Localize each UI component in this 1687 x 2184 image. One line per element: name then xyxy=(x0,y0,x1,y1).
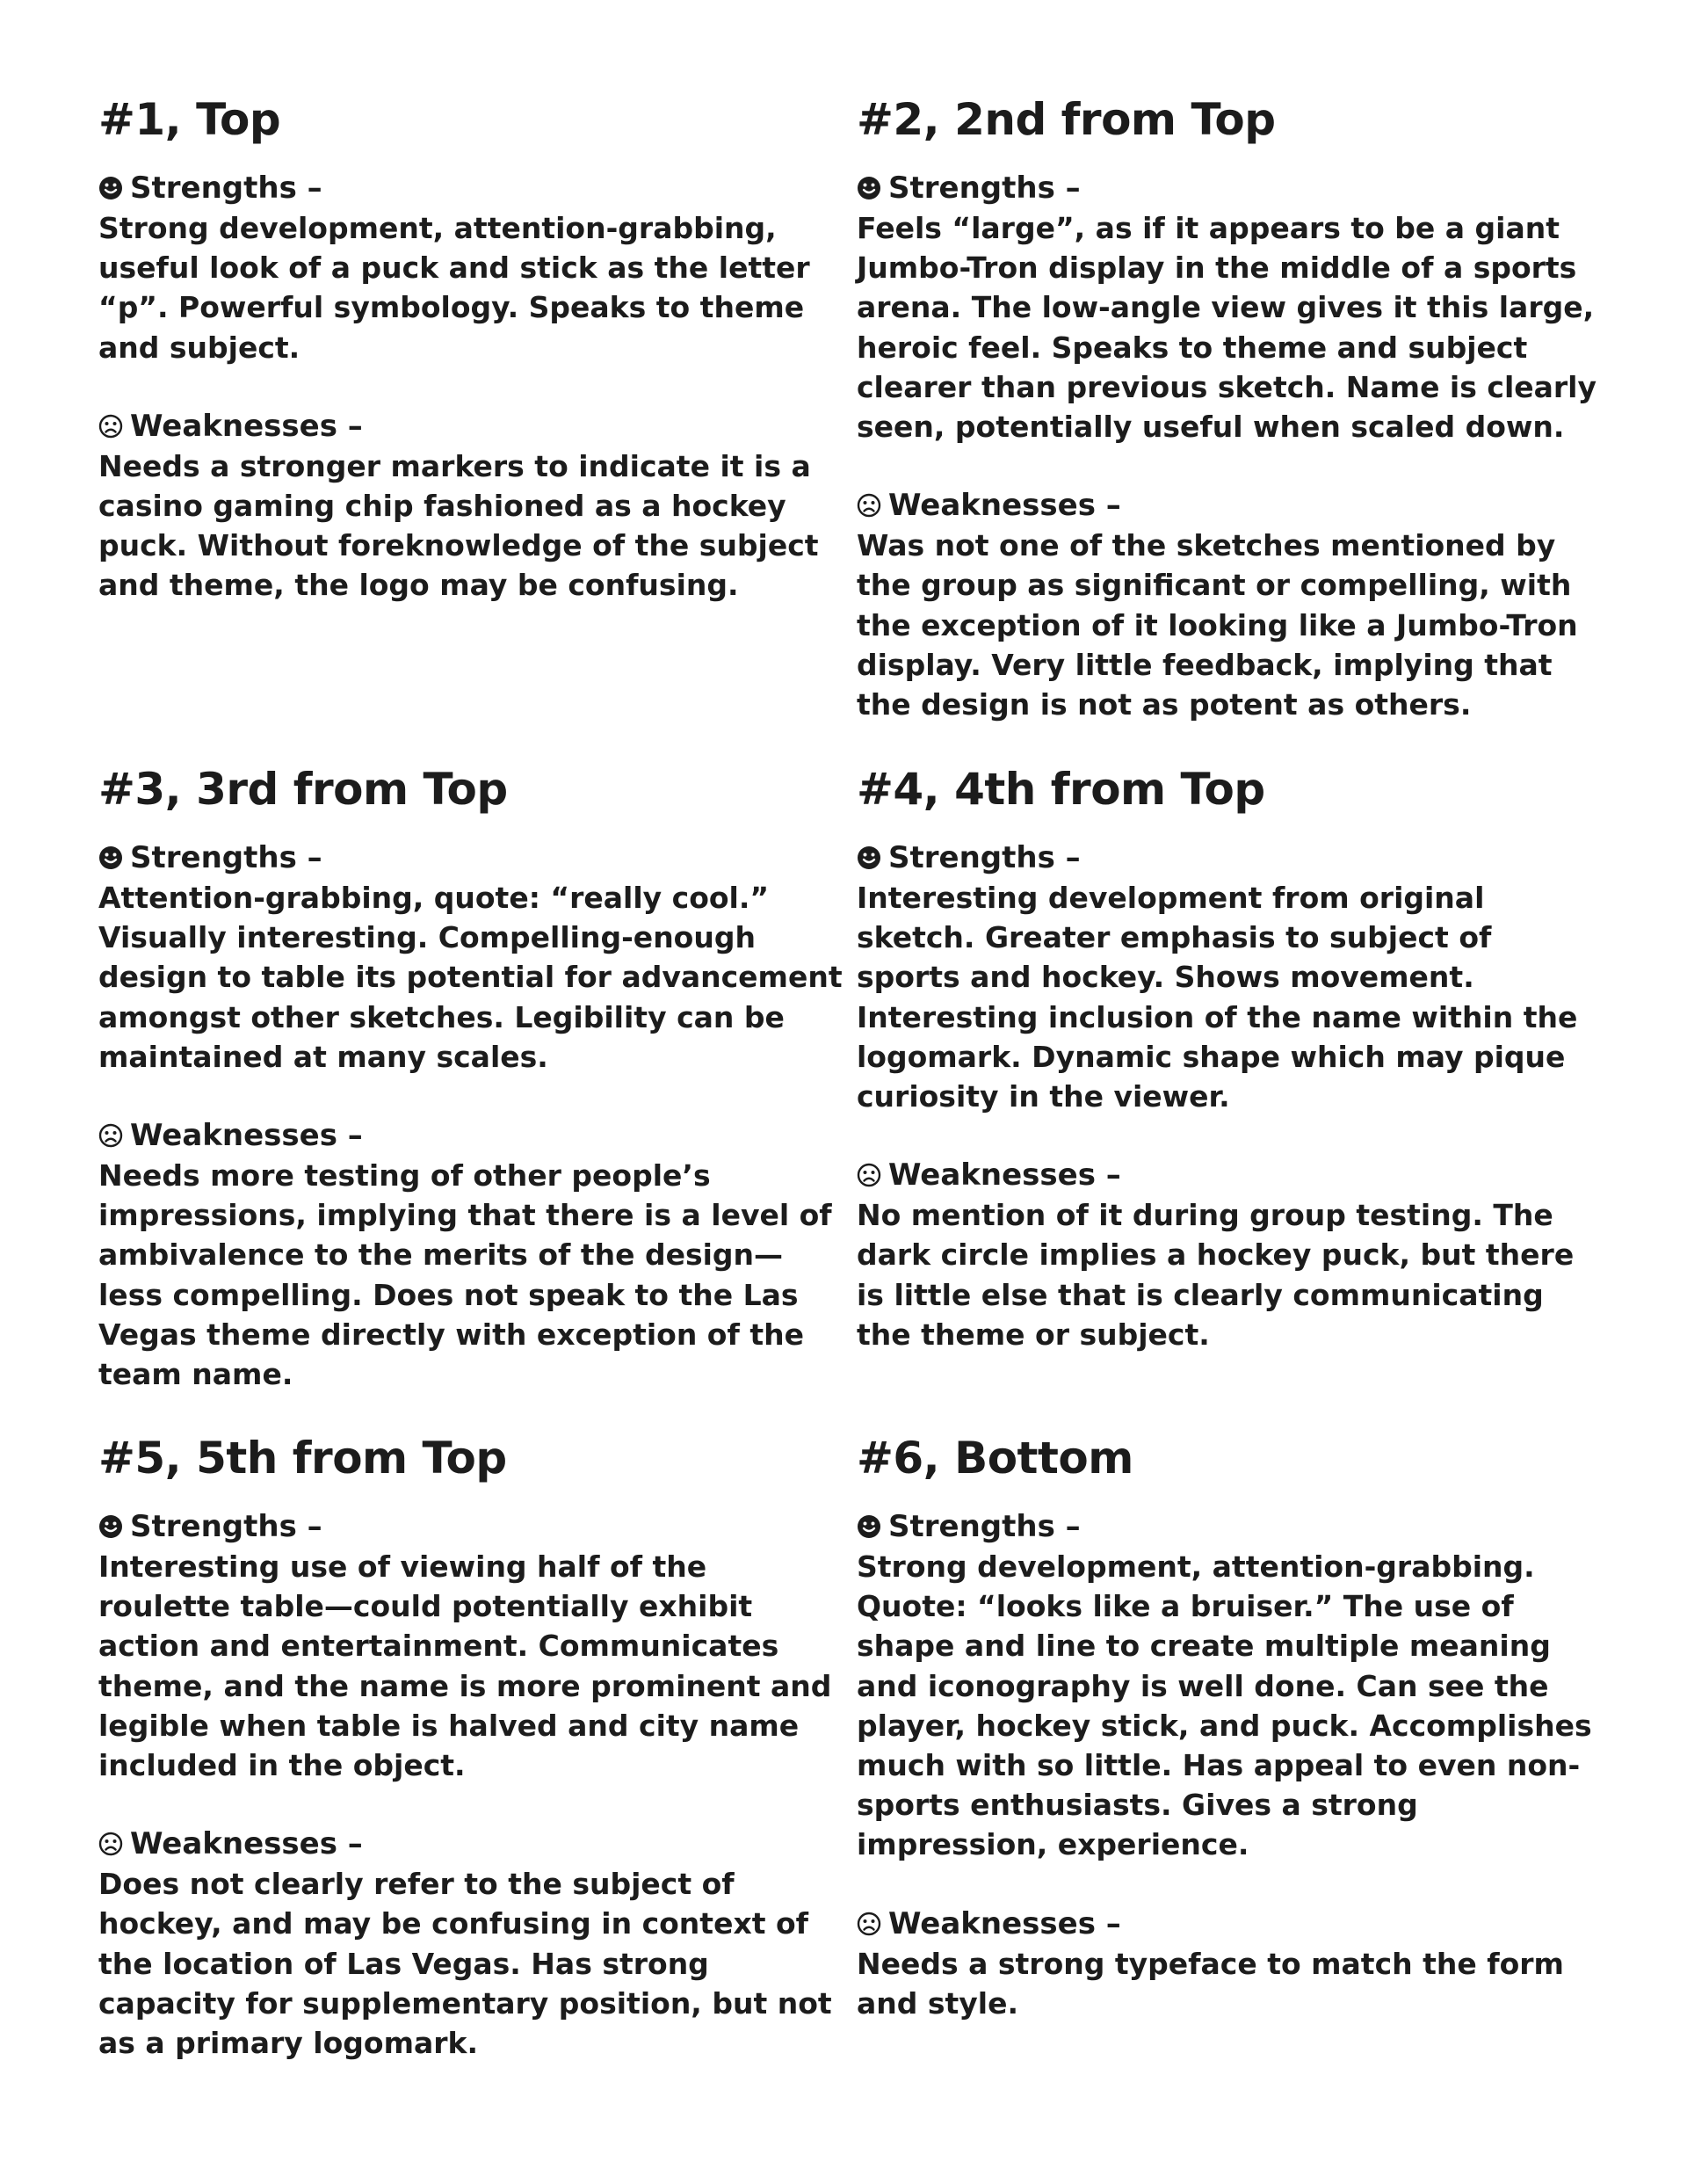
section-heading: #5, 5th from Top xyxy=(98,1433,507,1484)
smiley-face-icon xyxy=(98,845,123,870)
weaknesses-label-row xyxy=(857,1156,1604,1195)
strengths-text: Strong development, attention-grabbing, useful look of a puck and stick as the letter “p”. Powerful symbology. Speaks to theme and subject. xyxy=(98,211,810,365)
strengths-text: Interesting development from original sketch. Greater emphasis to subject of sports and hockey. Shows movement. Interesting inclusion of the name within the logomark. Dynamic shape which may pique curiosity in the viewer. xyxy=(857,881,1578,1114)
critique-section-4 xyxy=(857,763,1604,1354)
strengths-label: Strengths – xyxy=(888,171,1081,206)
section-heading: #1, Top xyxy=(98,94,281,145)
critique-section-3 xyxy=(98,763,845,1394)
weaknesses-label-row xyxy=(857,1905,1604,1944)
section-heading: #3, 3rd from Top xyxy=(98,764,508,815)
weaknesses-label: Weaknesses – xyxy=(130,408,363,444)
frowning-face-icon xyxy=(98,1123,123,1148)
weaknesses-text: Does not clearly refer to the subject of hockey, and may be confusing in context of the location of Las Vegas. Has strong capacity for supplementary position, but not as a primary logomark. xyxy=(98,1867,832,2061)
strengths-label-row xyxy=(857,838,1604,878)
strengths-text: Strong development, attention-grabbing. Quote: “looks like a bruiser.” The use of shape and line to create multiple meaning and iconography is well done. Can see the player, hockey stick, and puck. Accomplishes much with so little. Has appeal to even non-sports enthusiasts. Gives a strong impression, experience. xyxy=(857,1549,1592,1862)
smiley-face-icon xyxy=(98,176,123,200)
weaknesses-text: Was not one of the sketches mentioned by the group as significant or compelling, with the exception of it looking like a Jumbo-Tron display. Very little feedback, implying that the design is not as potent as others. xyxy=(857,528,1578,722)
strengths-label: Strengths – xyxy=(130,1509,322,1544)
frowning-face-icon xyxy=(98,1832,123,1856)
strengths-text: Feels “large”, as if it appears to be a giant Jumbo-Tron display in the middle of a sports arena. The low-angle view gives it this large, heroic feel. Speaks to theme and subject clearer than previous sketch. Name is clearly seen, potentially useful when scaled down. xyxy=(857,211,1596,445)
frowning-face-icon xyxy=(857,1163,881,1187)
strengths-label-row xyxy=(857,169,1604,208)
frowning-face-icon xyxy=(857,493,881,518)
weaknesses-label: Weaknesses – xyxy=(130,1826,363,1862)
critique-section-5 xyxy=(98,1432,845,2063)
smiley-face-icon xyxy=(98,1514,123,1539)
strengths-label: Strengths – xyxy=(888,1509,1081,1544)
weaknesses-label: Weaknesses – xyxy=(130,1118,363,1154)
smiley-face-icon xyxy=(857,845,881,870)
smiley-face-icon xyxy=(857,1514,881,1539)
strengths-label-row xyxy=(98,838,845,878)
frowning-face-icon xyxy=(857,1912,881,1936)
weaknesses-label: Weaknesses – xyxy=(888,1905,1121,1941)
weaknesses-label-row xyxy=(98,1825,845,1864)
weaknesses-text: Needs a stronger markers to indicate it is a casino gaming chip fashioned as a hockey puck. Without foreknowledge of the subject and theme, the logo may be confusing. xyxy=(98,448,819,603)
strengths-label: Strengths – xyxy=(888,840,1081,875)
section-heading: #2, 2nd from Top xyxy=(857,94,1276,145)
weaknesses-label-row xyxy=(98,407,845,446)
smiley-face-icon xyxy=(857,176,881,200)
section-heading: #6, Bottom xyxy=(857,1433,1133,1484)
strengths-label: Strengths – xyxy=(130,171,322,206)
weaknesses-label: Weaknesses – xyxy=(888,488,1121,524)
weaknesses-label: Weaknesses – xyxy=(888,1157,1121,1194)
strengths-label: Strengths – xyxy=(130,840,322,875)
strengths-label-row xyxy=(98,1507,845,1547)
strengths-text: Interesting use of viewing half of the roulette table—could potentially exhibit action and entertainment. Communicates theme, and the name is more prominent and legible when table is halved and city name included in the object. xyxy=(98,1549,832,1783)
frowning-face-icon xyxy=(98,414,123,439)
weaknesses-text: Needs a strong typeface to match the form and style. xyxy=(857,1946,1564,2021)
weaknesses-label-row xyxy=(98,1116,845,1156)
critique-section-2 xyxy=(857,93,1604,724)
critique-section-6 xyxy=(857,1432,1604,2023)
strengths-text: Attention-grabbing, quote: “really cool.” Visually interesting. Compelling-enough design to table its potential for advancement amongst other sketches. Legibility can be maintained at many scales. xyxy=(98,881,843,1074)
strengths-label-row xyxy=(857,1507,1604,1547)
weaknesses-text: Needs more testing of other people’s impressions, implying that there is a level of ambivalence to the merits of the design—less compelling. Does not speak to the Las Vegas theme directly with exception of the team name. xyxy=(98,1158,832,1392)
weaknesses-label-row xyxy=(857,486,1604,526)
critique-section-1 xyxy=(98,93,845,606)
weaknesses-text: No mention of it during group testing. The dark circle implies a hockey puck, but there is little else that is clearly communicating the theme or subject. xyxy=(857,1198,1575,1352)
section-heading: #4, 4th from Top xyxy=(857,764,1265,815)
strengths-label-row xyxy=(98,169,845,208)
